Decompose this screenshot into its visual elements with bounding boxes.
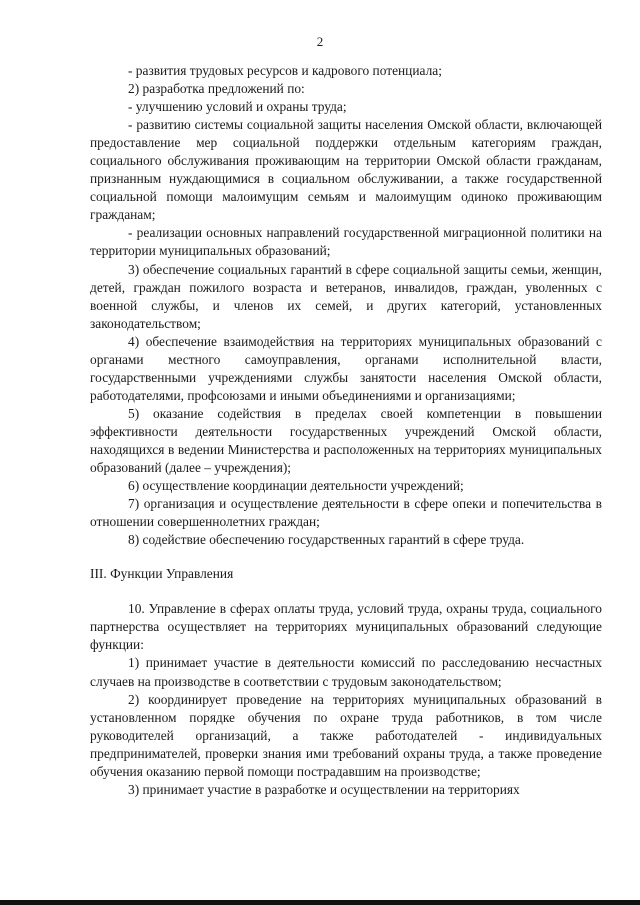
document-body	[90, 62, 602, 799]
paragraph: - развитию системы социальной защиты населения Омской области, включающей предоставление мер социальной поддержки отдельным категориям граждан, социального обслуживания проживающим на территории Омской области гражданам, признанным нуждающимися в социальном обслуживании, а также государственной социальной помощи малоимущим семьям и малоимущим одиноко проживающим гражданам;	[90, 117, 602, 223]
paragraph: - реализации основных направлений государственной миграционной политики на территории муниципальных образований;	[90, 225, 602, 259]
paragraph: 7) организация и осуществление деятельности в сфере опеки и попечительства в отношении совершеннолетних граждан;	[90, 496, 602, 530]
paragraph: 3) обеспечение социальных гарантий в сфере социальной защиты семьи, женщин, детей, граждан пожилого возраста и ветеранов, инвалидов, граждан, уволенных с военной службы, и членов их семей, и других категорий, установленных законодательством;	[90, 261, 602, 331]
page-number: 2	[316, 34, 324, 49]
paragraph: 3) принимает участие в разработке и осуществлении на территориях	[128, 781, 520, 797]
paragraph: - развития трудовых ресурсов и кадрового потенциала;	[128, 63, 442, 78]
paragraph: - улучшению условий и охраны труда;	[128, 99, 347, 115]
scan-bottom-edge	[0, 900, 640, 905]
paragraph: 2) координирует проведение на территориях муниципальных образований в установленном порядке обучения по охране труда работников, в том числе руководителей организаций, а также работодателей - индивидуальных предпринимателей, проверки знания ими требований охраны труда, а также проведение обучения оказанию первой помощи пострадавшим на производстве;	[90, 691, 602, 779]
paragraph: 2) разработка предложений по:	[128, 81, 305, 97]
paragraph: 5) оказание содействия в пределах своей компетенции в повышении эффективности деятельности государственных учреждений Омской области, находящихся в ведении Министерства и расположенных на территориях муниципальных образований (далее – учреждения);	[90, 405, 602, 476]
paragraph: 1) принимает участие в деятельности комиссий по расследованию несчастных случаев на производстве в соответствии с трудовым законодательством;	[90, 655, 602, 689]
paragraph: 6) осуществление координации деятельности учреждений;	[128, 478, 464, 494]
paragraph: 8) содействие обеспечению государственных гарантий в сфере труда.	[128, 532, 525, 548]
paragraph: 4) обеспечение взаимодействия на территориях муниципальных образований с органами местного самоуправления, органами исполнительной власти, государственными учреждениями службы занятости населения Омской области, работодателями, профсоюзами и иными объединениями и организациями;	[90, 333, 602, 403]
paragraph: 10. Управление в сферах оплаты труда, условий труда, охраны труда, социального партнерства осуществляет на территориях муниципальных образований следующие функции:	[90, 601, 602, 653]
section-heading: III. Функции Управления	[90, 566, 234, 582]
